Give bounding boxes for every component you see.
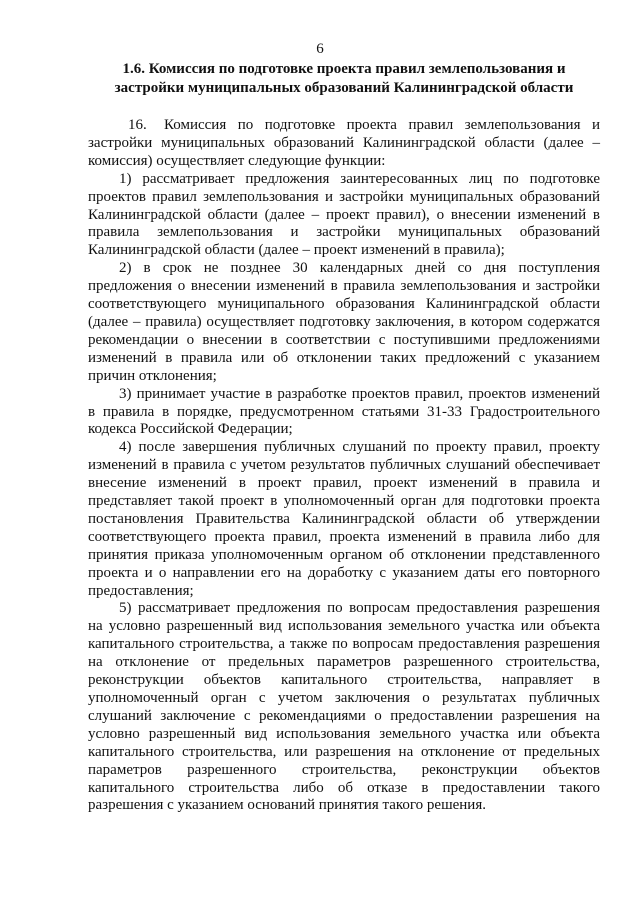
document-body [88,117,600,815]
section-title: 1.6. Комиссия по подготовке проекта правил землепользования и застройки муниципальных образований Калининградской области [114,61,574,96]
clause-number: 16. [128,117,147,133]
page-number: 6 [316,41,324,57]
list-item-4: 4) после завершения публичных слушаний по проекту правил, проекту изменений в правила с учетом результатов публичных слушаний обеспечивает внесение изменений в проект правил, проект изменений в правила и представляет такой проект в уполномоченный орган для подготовки проекта постановления Правительства Калининградской области об утверждении соответствующего проекта правил, проекта изменений в правила либо для принятия приказа уполномоченным органом об отклонении представленного проекта и о направлении его на доработку с указанием даты его повторного предоставления; [88,439,600,599]
clause-intro: Комиссия по подготовке проекта правил землепользования и застройки муниципальных образований Калининградской области (далее – комиссия) осуществляет следующие функции: [88,117,600,169]
list-item-3: 3) принимает участие в разработке проектов правил, проектов изменений в правила в порядке, предусмотренном статьями 31-33 Градостроительного кодекса Российской Федерации; [88,385,600,438]
list-item-2: 2) в срок не позднее 30 календарных дней со дня поступления предложения о внесении изменений в правила землепользования и застройки соответствующего муниципального образования Калининградской области (далее – правила) осуществляет подготовку заключения, в котором содержатся рекомендации о внесении в соответствии с поступившими предложениями изменений в правила или об отклонении таких предложений с указанием причин отклонения; [88,260,600,384]
clause-16 [88,117,600,171]
list-item-1: 1) рассматривает предложения заинтересованных лиц по подготовке проектов правил землепользования и застройки муниципальных образований Калининградской области (далее – проект правил), о внесении изменений в правила землепользования и застройки муниципальных образований Калининградской области (далее – проект изменений в правила); [88,170,600,259]
list-item-5: 5) рассматривает предложения по вопросам предоставления разрешения на условно разрешенный вид использования земельного участка или объекта капитального строительства, а также по вопросам предоставления разрешения на отклонение от предельных параметров разрешенного строительства, реконструкции объектов капитального строительства, направляет в уполномоченный орган с учетом заключения о результатах публичных слушаний заключение с рекомендациями о предоставлении разрешения на условно разрешенный вид использования земельного участка или объекта капитального строительства, или разрешения на отклонение от предельных параметров разрешенного строительства, реконструкции объектов капитального строительства либо об отказе в предоставлении такого разрешения с указанием оснований принятия такого решения. [88,600,600,814]
